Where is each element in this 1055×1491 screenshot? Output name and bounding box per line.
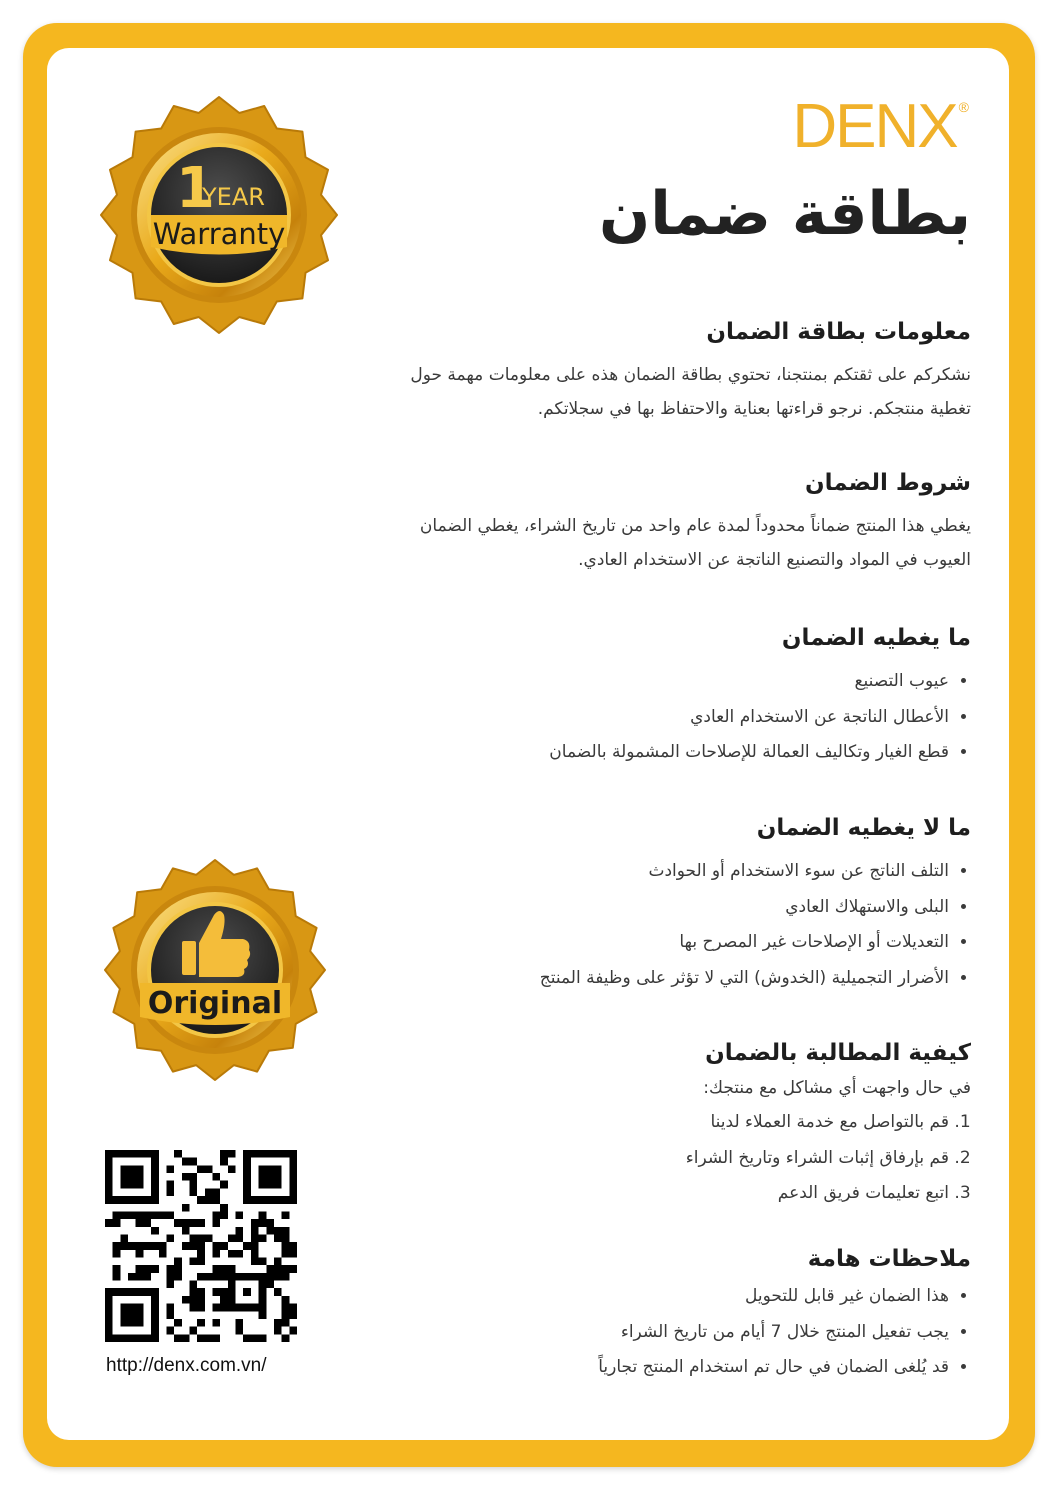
list-item: • التلف الناتج عن سوء الاستخدام أو الحوادث (371, 854, 949, 890)
original-seal-icon (100, 855, 330, 1085)
claim-intro: في حال واجهت أي مشاكل مع منتجك: (703, 1078, 971, 1099)
original-label: Original (147, 986, 283, 1021)
section-notes (371, 1243, 971, 1386)
list-item: • يجب تفعيل المنتج خلال 7 أيام من تاريخ الشراء (371, 1315, 949, 1351)
list-item: 1. قم بالتواصل مع خدمة العملاء لدينا (371, 1105, 949, 1141)
section-text: يغطي هذا المنتج ضماناً محدوداً لمدة عام واحد من تاريخ الشراء، يغطي الضمان العيوب في المواد والتصنيع الناتجة عن الاستخدام العادي. (419, 516, 971, 571)
section-claim (371, 1037, 971, 1243)
section-heading: ما لا يغطيه الضمان (756, 815, 971, 841)
covered-list (371, 664, 971, 771)
list-item: 2. قم بإرفاق إثبات الشراء وتاريخ الشراء (371, 1141, 949, 1177)
warranty-year: YEAR (202, 183, 265, 211)
not-covered-list (371, 854, 971, 996)
list-item: • قد يُلغى الضمان في حال تم استخدام المنتج تجارياً (371, 1350, 949, 1386)
list-item: • هذا الضمان غير قابل للتحويل (371, 1279, 949, 1315)
section-heading: شروط الضمان (805, 470, 971, 496)
section-terms (371, 467, 971, 622)
list-item: • عيوب التصنيع (371, 664, 949, 700)
list-item: • البلى والاستهلاك العادي (371, 890, 949, 926)
website-url[interactable]: http://denx.com.vn/ (106, 1355, 267, 1376)
page-title: بطاقة ضمان (598, 179, 971, 249)
warranty-label: Warranty (152, 217, 286, 251)
list-item: • التعديلات أو الإصلاحات غير المصرح بها (371, 925, 949, 961)
notes-list (371, 1279, 971, 1386)
list-item: • الأعطال الناتجة عن الاستخدام العادي (371, 700, 949, 736)
qr-code[interactable] (105, 1150, 297, 1342)
list-item: 3. اتبع تعليمات فريق الدعم (371, 1176, 949, 1212)
section-text: نشكركم على ثقتكم بمنتجنا، تحتوي بطاقة الضمان هذه على معلومات مهمة حول تغطية منتجكم. نرجو قراءتها بعناية والاحتفاظ بها في سجلاتكم. (410, 365, 971, 420)
section-heading: معلومات بطاقة الضمان (706, 319, 971, 345)
list-item: • قطع الغيار وتكاليف العمالة للإصلاحات المشمولة بالضمان (371, 735, 949, 771)
section-info (371, 316, 971, 467)
section-heading: ما يغطيه الضمان (781, 625, 971, 651)
section-heading: ملاحظات هامة (807, 1246, 971, 1272)
warranty-seal-icon (96, 92, 342, 338)
section-not-covered (371, 812, 971, 1037)
section-heading: كيفية المطالبة بالضمان (705, 1040, 971, 1066)
denx-logo: DENX ® (792, 92, 967, 161)
claim-steps (371, 1105, 971, 1212)
list-item: • الأضرار التجميلية (الخدوش) التي لا تؤثر على وظيفة المنتج (371, 961, 949, 997)
section-covered (371, 622, 971, 812)
warranty-number: 1 (176, 156, 215, 221)
warranty-content (371, 316, 971, 1386)
